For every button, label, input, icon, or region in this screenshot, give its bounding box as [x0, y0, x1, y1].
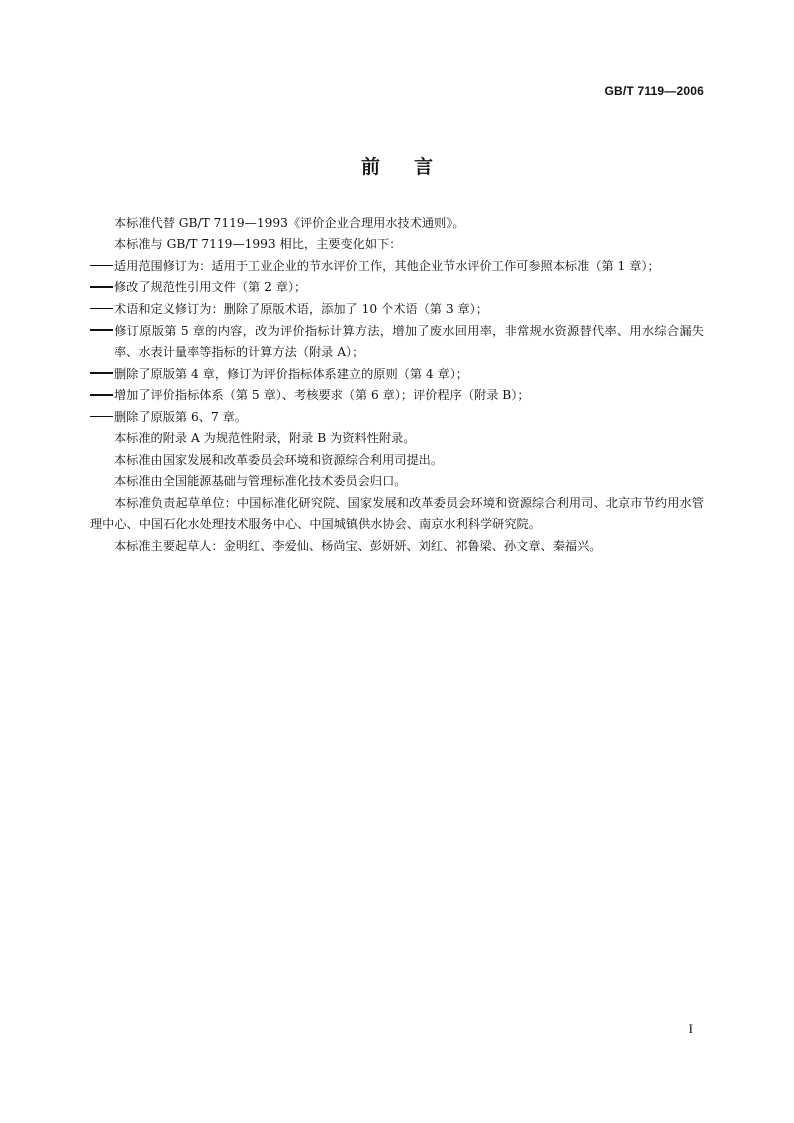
change-item-text: 删除了原版第 6、7 章。 [114, 410, 247, 425]
paragraph-changes-intro: 本标准与 GB/T 7119—1993 相比，主要变化如下： [114, 237, 402, 252]
change-item [90, 277, 704, 299]
foreword-body [90, 213, 704, 557]
change-item-text: 适用范围修订为：适用于工业企业的节水评价工作，其他企业节水评价工作可参照本标准（第 1 章）； [114, 259, 660, 274]
dash-bullet [90, 364, 114, 385]
paragraph-drafters: 本标准主要起草人：金明红、李爱仙、杨尚宝、彭妍妍、刘红、祁鲁梁、孙文章、秦福兴。 [114, 538, 602, 553]
paragraph-drafting-units: 本标准负责起草单位：中国标准化研究院、国家发展和改革委员会环境和资源综合利用司、北京市节约用水管理中心、中国石化水处理技术服务中心、中国城镇供水协会、南京水利科学研究院。 [90, 495, 704, 532]
change-item [90, 256, 704, 278]
dash-bullet [90, 256, 114, 277]
dash-bullet [90, 407, 114, 428]
dash-bullet [90, 321, 114, 342]
change-item-text: 修订原版第 5 章的内容，改为评价指标计算方法，增加了废水回用率，非常规水资源替代率、用水综合漏失率、水表计量率等指标的计算方法（附录 A）； [114, 323, 704, 360]
change-item [90, 299, 704, 321]
change-item-text: 修改了规范性引用文件（第 2 章）； [114, 280, 307, 295]
change-item [90, 364, 704, 386]
page-number: I [688, 1021, 693, 1036]
standard-number: GB/T 7119—2006 [604, 84, 704, 98]
page-title: 前言 [360, 156, 467, 178]
dash-bullet [90, 299, 114, 320]
change-item-text: 术语和定义修订为：删除了原版术语，添加了 10 个术语（第 3 章）； [114, 302, 488, 317]
paragraph-replaces: 本标准代替 GB/T 7119—1993《评价企业合理用水技术通则》。 [114, 216, 465, 230]
paragraph-proposed-by: 本标准由国家发展和改革委员会环境和资源综合利用司提出。 [114, 452, 444, 467]
change-item-text: 增加了评价指标体系（第 5 章）、考核要求（第 6 章）；评价程序（附录 B）； [114, 388, 530, 403]
change-item [90, 321, 704, 364]
change-item [90, 385, 704, 407]
change-item [90, 407, 704, 429]
paragraph-centralized-by: 本标准由全国能源基础与管理标准化技术委员会归口。 [114, 474, 407, 489]
change-item-text: 删除了原版第 4 章，修订为评价指标体系建立的原则（第 4 章）； [114, 366, 468, 381]
paragraph-appendices: 本标准的附录 A 为规范性附录，附录 B 为资料性附录。 [114, 431, 416, 446]
dash-bullet [90, 277, 114, 298]
dash-bullet [90, 385, 114, 406]
